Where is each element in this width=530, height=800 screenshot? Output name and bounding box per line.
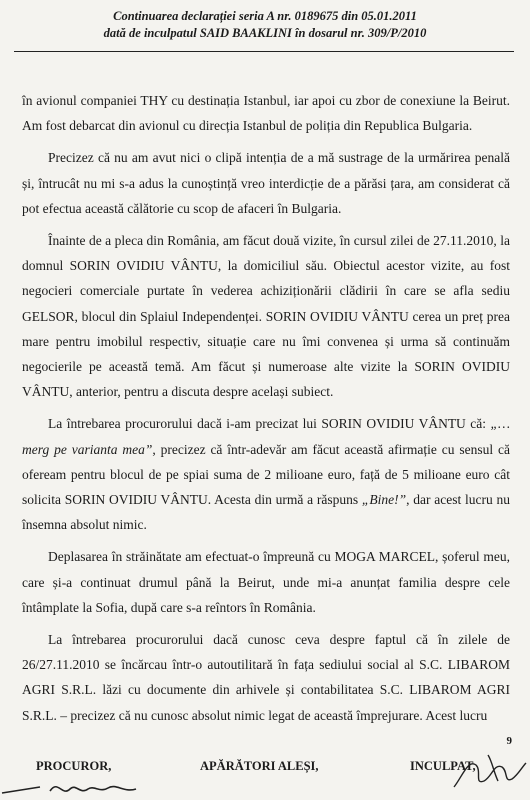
header-line-1: Continuarea declarației seria A nr. 0189675 din 05.01.2011 — [113, 9, 417, 23]
inculpat-signature — [448, 751, 528, 795]
quote-text: „Bine!” — [361, 492, 407, 508]
header-divider — [14, 51, 514, 52]
paragraph-text: La întrebarea procurorului dacă i-am precizat lui SORIN OVIDIU VÂNTU că: — [48, 416, 491, 432]
aparatori-label: APĂRĂTORI ALEȘI, — [200, 759, 319, 773]
paragraph-6 — [22, 627, 510, 728]
paragraph-2 — [22, 145, 510, 221]
paragraph-text: Precizez că nu am avut nici o clipă intenția de a mă sustrage de la urmărirea penală și, întrucât nu mi s-a adus la cunoștință vreo interdicție de a părăsi țara, am considerat că pot efectua această călătorie cu scop de afaceri în Bulgaria. — [22, 150, 510, 216]
inculpat-label: INCULPAT, — [410, 759, 476, 773]
page-number: 9 — [506, 735, 512, 747]
document-header — [0, 8, 530, 42]
paragraph-text: , precizez că într-adevăr am făcut această afirmație cu sensul că ofeream pentru blocul de pe spiai suma de 2 milioane euro, față de 5 milioane euro cât solicita SORIN OVIDIU VÂNTU. Acesta din urmă a răspuns — [22, 441, 510, 508]
paragraph-4 — [22, 411, 510, 537]
paragraph-text: , dar acest lucru nu însemna absolut nimic. — [22, 492, 510, 533]
paragraph-5 — [22, 544, 510, 620]
paragraph-text: Înainte de a pleca din România, am făcut două vizite, în cursul zilei de 27.11.2010, la domnul SORIN OVIDIU VÂNTU, la domiciliul său. Obiectul acestor vizite, au fost negocieri comerciale purtate în vederea achiziționării clădirii în care se afla sediu GELSOR, blocul din Splaiul Independenței. SORIN OVIDIU VÂNTU cerea un preț prea mare pentru imobilul respectiv, situație care nu îmi convenea și urma să continuăm negocierile pe această temă. Am făcut și numeroase alte vizite la SORIN OVIDIU VÂNTU, anterior, pentru a discuta despre același subiect. — [22, 233, 510, 400]
header-line-2: dată de inculpatul SAID BAAKLINI în dosarul nr. 309/P/2010 — [103, 26, 427, 40]
procuror-signature — [0, 771, 150, 799]
paragraph-text: în avionul companiei THY cu destinația Istanbul, iar apoi cu zbor de conexiune la Beirut. Am fost debarcat din avionul cu direcția Istanbul de poliția din Republica Bulgaria. — [22, 93, 510, 134]
paragraph-1 — [22, 88, 510, 138]
document-body — [22, 88, 510, 735]
paragraph-3 — [22, 228, 510, 404]
quote-text: „… merg pe varianta mea” — [22, 416, 510, 457]
signature-footer — [0, 757, 530, 797]
paragraph-text: La întrebarea procurorului dacă cunosc ceva despre faptul că în zilele de 26/27.11.2010 se încărcau într-o autoutilitară în fața sediului social al S.C. LIBAROM AGRI S.R.L. lăzi cu documente din arhivele și contabilitatea S.C. LIBAROM AGRI S.R.L. – precizez că nu cunosc absolut nimic legat de această împrejurare. Acest lucru — [22, 632, 510, 723]
procuror-label: PROCUROR, — [36, 759, 112, 773]
paragraph-text: Deplasarea în străinătate am efectuat-o împreună cu MOGA MARCEL, șoferul meu, care și-a continuat drumul până la Beirut, unde mi-a anunțat familia despre cele întâmplate la Sofia, după care s-a reîntors în România. — [22, 549, 510, 615]
